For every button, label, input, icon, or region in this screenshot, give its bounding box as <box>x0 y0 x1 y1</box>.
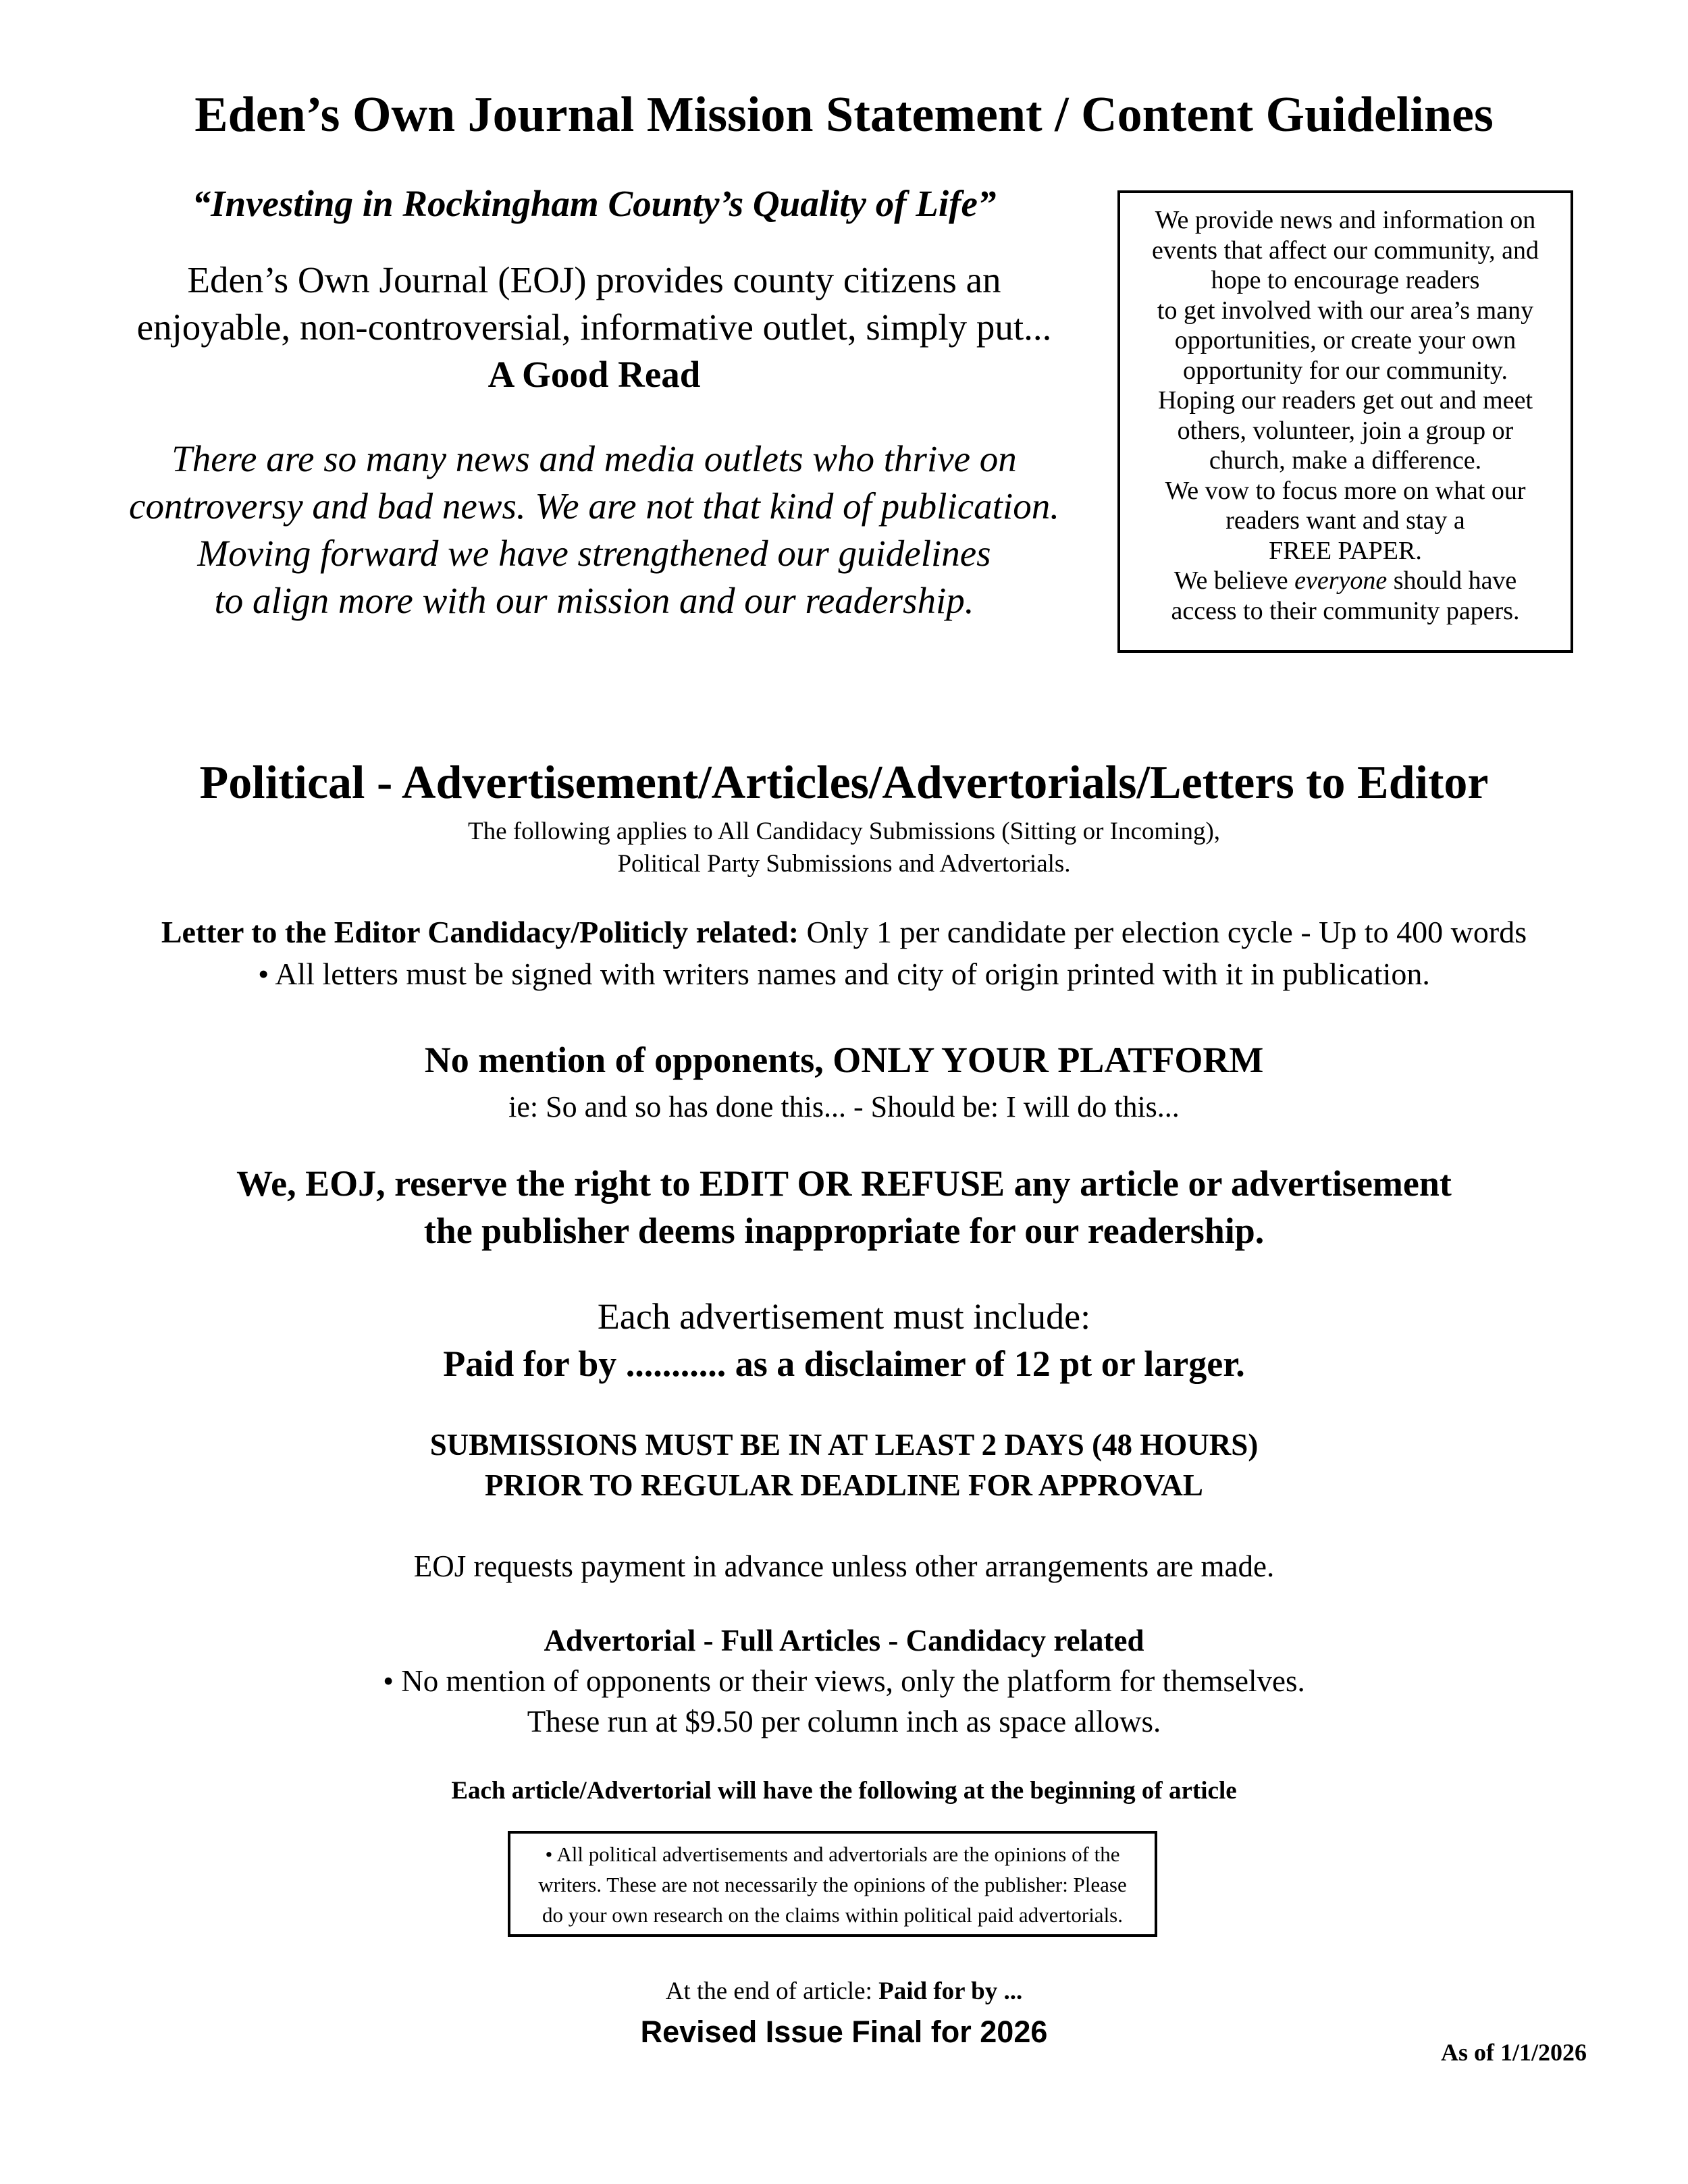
letter-to-editor-rule <box>0 911 1688 995</box>
box-emphasis: everyone <box>1294 566 1388 595</box>
box-line: Hoping our readers get out and meet <box>1157 386 1533 415</box>
box-line: access to their community papers. <box>1171 596 1520 625</box>
letter-rule-note: • All letters must be signed with writers names and city of origin printed with it in publication. <box>258 957 1430 991</box>
page-title: Eden’s Own Journal Mission Statement / Content Guidelines <box>194 87 1494 142</box>
revision-label: Revised Issue Final for 2026 <box>640 2015 1048 2049</box>
mission-line: Moving forward we have strengthened our guidelines <box>197 533 991 574</box>
box-text: We believe <box>1173 566 1295 595</box>
good-read-label: A Good Read <box>487 354 701 395</box>
political-heading: Political - Advertisement/Articles/Advertorials/Letters to Editor <box>199 757 1489 809</box>
box-line: opportunities, or create your own <box>1174 326 1516 354</box>
advertorial-section <box>0 1620 1688 1742</box>
deadline-line: PRIOR TO REGULAR DEADLINE FOR APPROVAL <box>485 1468 1203 1502</box>
box-line: church, make a difference. <box>1209 446 1482 475</box>
box-line: events that affect our community, and <box>1152 236 1539 265</box>
payment-note: EOJ requests payment in advance unless other arrangements are made. <box>413 1549 1275 1583</box>
box-line: opportunity for our community. <box>1183 356 1508 385</box>
article-header-note: Each article/Advertorial will have the following at the beginning of article <box>451 1777 1237 1805</box>
submission-deadline <box>0 1424 1688 1506</box>
intro-line: enjoyable, non-controversial, informative outlet, simply put... <box>136 307 1052 348</box>
deadline-line: SUBMISSIONS MUST BE IN AT LEAST 2 DAYS (48 HOURS) <box>429 1428 1259 1462</box>
no-mention-heading: No mention of opponents, ONLY YOUR PLATFORM <box>424 1040 1264 1080</box>
box-line: to get involved with our area’s many <box>1157 296 1534 325</box>
box-line <box>1134 566 1557 596</box>
end-of-article-note <box>0 1975 1688 2008</box>
disclaimer-line: writers. These are not necessarily the opinions of the publisher: Please <box>538 1873 1127 1896</box>
box-text: should have <box>1387 566 1517 595</box>
no-mention-example: ie: So and so has done this... - Should be: I will do this... <box>508 1090 1180 1123</box>
disclaimer-line: do your own research on the claims within political paid advertorials. <box>542 1903 1123 1927</box>
political-subheading <box>0 816 1688 880</box>
opinion-disclaimer-box <box>508 1831 1157 1937</box>
letter-rule-line <box>0 911 1688 953</box>
box-line: FREE PAPER. <box>1269 536 1422 565</box>
advertorial-rate: These run at $9.50 per column inch as space allows. <box>527 1705 1161 1738</box>
box-line: others, volunteer, join a group or <box>1177 416 1514 445</box>
community-info-box <box>1117 190 1573 653</box>
disclaimer-line: • All political advertisements and advertorials are the opinions of the <box>545 1842 1120 1866</box>
advertisement-requirement <box>0 1293 1688 1387</box>
reserve-right-notice <box>0 1160 1688 1254</box>
letter-rule-text: Only 1 per candidate per election cycle - Up to 400 words <box>799 915 1527 949</box>
reserve-line: We, EOJ, reserve the right to EDIT OR REFUSE any article or advertisement <box>236 1163 1452 1204</box>
box-line: readers want and stay a <box>1225 506 1465 535</box>
requirement-intro: Each advertisement must include: <box>597 1296 1091 1337</box>
no-mention-rule <box>0 1036 1688 1131</box>
box-line: hope to encourage readers <box>1211 266 1480 294</box>
paid-for-disclaimer: Paid for by ........... as a disclaimer of 12 pt or larger. <box>443 1343 1245 1384</box>
mission-line: There are so many news and media outlets who thrive on <box>172 438 1017 479</box>
mission-line: to align more with our mission and our readership. <box>214 580 974 621</box>
end-note-paid-for: Paid for by ... <box>878 1977 1023 2005</box>
mission-paragraph <box>68 435 1121 624</box>
as-of-date: As of 1/1/2026 <box>1441 2039 1587 2066</box>
advertorial-heading: Advertorial - Full Articles - Candidacy related <box>544 1624 1144 1657</box>
subheading-line: Political Party Submissions and Advertorials. <box>617 850 1071 878</box>
end-note-text: At the end of article: <box>665 1977 879 2005</box>
intro-line: Eden’s Own Journal (EOJ) provides county citizens an <box>187 259 1001 300</box>
advertorial-bullet: • No mention of opponents or their views, only the platform for themselves. <box>383 1664 1305 1698</box>
letter-rule-label: Letter to the Editor Candidacy/Politicly related: <box>161 915 799 949</box>
box-line: We provide news and information on <box>1155 206 1536 234</box>
mission-line: controversy and bad news. We are not that kind of publication. <box>129 485 1059 527</box>
box-line: We vow to focus more on what our <box>1165 476 1526 505</box>
intro-paragraph <box>68 257 1121 398</box>
reserve-line: the publisher deems inappropriate for our readership. <box>423 1210 1265 1251</box>
tagline: “Investing in Rockingham County’s Quality of Life” <box>192 183 997 224</box>
subheading-line: The following applies to All Candidacy Submissions (Sitting or Incoming), <box>467 818 1221 845</box>
